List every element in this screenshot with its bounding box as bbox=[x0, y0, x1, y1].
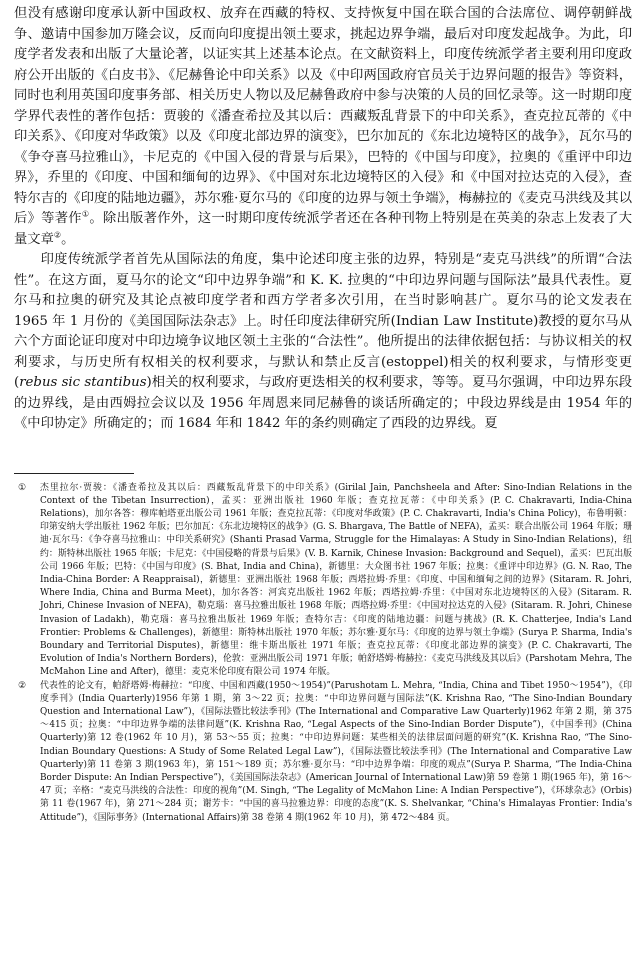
footnote-2 bbox=[14, 680, 632, 825]
paragraph-2-text-b: )相关的权利要求，与政府更迭相关的权利要求，等等。夏马尔强调，中印边界东段的边界线，是由西姆拉会议以及 1956 年周恩来同尼赫鲁的谈话所确定的；中段边界线是由 1954 年的《中印协定》所确定的；而 1684 年和 1842 年的条约则确定了西段的边界线。夏 bbox=[14, 375, 632, 431]
paragraph-1-text: 但没有感谢印度承认新中国政权、放弃在西藏的特权、支持恢复中国在联合国的合法席位、调停朝鲜战争、邀请中国参加万隆会议，反而向印度提出领土要求，挑起边界争端，最后对印度发起战争。为此，印度学者发表和出版了大量论著，以证实其上述基本论点。在文献资料上，印度传统派学者主要利用印度政府公开出版的《白皮书》、《尼赫鲁论中印关系》以及《中印两国政府官员关于边界问题的报告》等资料，同时也利用英国印度事务部、相关历史人物以及尼赫鲁政府中参与决策的人员的回忆录等。这一时期印度学界代表性的著作包括：贾骏的《潘查希拉及其以后：西藏叛乱背景下的中印关系》，查克拉瓦蒂的《中印关系》、《印度对华政策》以及《印度北部边界的演变》，巴尔加瓦的《东北边境特区的战争》，瓦尔马的《争夺喜马拉雅山》，卡尼克的《中国入侵的背景与后果》，巴特的《中国与印度》，拉奥的《重评中印边界》，乔里的《印度、中国和缅甸的边界》、《中国对东北边境特区的入侵》和《中国对拉达克的入侵》，查特尔吉的《印度的陆地边疆》，苏尔雅·夏尔马的《印度的边界与领土争端》，梅赫拉的《麦克马洪线及其以后》等著作 bbox=[14, 6, 632, 226]
paragraph-2-text-a: 印度传统派学者首先从国际法的角度，集中论述印度主张的边界，特别是“麦克马洪线”的所谓“合法性”。在这方面，夏马尔的论文“印中边界争端”和 K. K. 拉奥的“中印边界问题与国际法”最具代表性。夏尔马和拉奥的研究及其论点被印度学者和西方学者多次引用，在当时影响甚广。夏尔马的论文发表在 1965 年 1 月份的《美国国际法杂志》上。时任印度法律研究所(Indian Law Institute)教授的夏尔马从六个方面论证印度对中印边境争议地区领土主张的“合法性”。他所提出的法律依据包括：与协议相关的权利要求，与历史所有权相关的权利要求，与默认和禁止反言(estoppel)相关的权利要求，与情形变更( bbox=[14, 252, 632, 390]
paragraph-2-italic: rebus sic stantibus bbox=[19, 375, 147, 390]
footnote-divider bbox=[14, 473, 134, 474]
footnotes bbox=[14, 482, 632, 825]
footnote-ref-2[interactable]: ② bbox=[53, 230, 62, 240]
paragraph-2 bbox=[14, 250, 632, 435]
paragraph-1-text-after: 。除出版著作外，这一时期印度传统派学者还在各种刊物上特别是在英美的杂志上发表了大量文章 bbox=[14, 211, 633, 247]
footnote-2-number: ② bbox=[18, 680, 26, 691]
main-text bbox=[14, 4, 632, 435]
footnote-ref-1[interactable]: ① bbox=[81, 209, 90, 219]
paragraph-1-end: 。 bbox=[61, 231, 75, 247]
footnote-1-number: ① bbox=[18, 482, 26, 493]
paragraph-1 bbox=[14, 4, 632, 250]
footnote-2-text: 代表性的论文有，帕舒塔姆·梅赫拉：“印度、中国和西藏(1950～1954)”(Parushotam L. Mehra, “India, China and Tibet 1950～1954”)，《印度季刊》(India Quarterly)1956 年第 1 期，第 3～22 页；拉奥：“中印边界问题与国际法”(K. Krishna Rao, “The Sino-Indian Boundary Question and International Law”)，《国际法暨比较法季刊》(The International and Comparative Law Quarterly)1962 年第 2 期，第 375～415 页；拉奥：“中印边界争端的法律问题”(K. Krishna Rao, “Legal Aspects of the Sino-Indian Border Dispute”)，《中国季刊》(China Quarterly)第 12 卷(1962 年 10 月)，第 53～55 页；拉奥：“中印边界问题：某些相关的法律层面问题的研究”(K. Krishna Rao, “The Sino-Indian Boundary Questions: A Study of Some Related Legal Law”)，《国际法暨比较法季刊》(The International and Comparative Law Quarterly)第 11 卷第 3 期(1963 年)，第 151～189 页；苏尔雅·夏尔马：“印中边界争端：印度的观点”(Surya P. Sharma, “The India-China Border Dispute: An Indian Perspective”)，《美国国际法杂志》(American Journal of International Law)第 59 卷第 1 期(1965 年)，第 16～47 页；辛格：“麦克马洪线的合法性：印度的视角”(M. Singh, “The Legality of McMahon Line: A Indian Perspective”)，《环球杂志》(Orbis)第 11 卷(1967 年)，第 271～284 页；谢芳卡：“中国的喜马拉雅边界：印度的态度”(K. S. Shelvankar, “China's Himalayas Frontier: India's Attitude”)，《国际事务》(International Affairs)第 38 卷第 4 期(1962 年 10 月)，第 472～484 页。 bbox=[40, 680, 632, 823]
footnote-1 bbox=[14, 482, 632, 680]
footnote-1-text: 杰里拉尔·贾骏：《潘查希拉及其以后：西藏叛乱背景下的中印关系》(Girilal Jain, Panchsheela and After: Sino-Indian Relations in the Context of the Tibetan Insurrection)，孟买：亚洲出版社 1960 年版；查克拉瓦蒂：《中印关系》(P. C. Chakravarti, India-China Relations)，加尔各答：穆库帕塔亚出版公司 1961 年版；查克拉瓦蒂：《印度对华政策》(P. C. Chakravarti, India's China Policy)，布鲁明顿：印第安纳大学出版社 1962 年版；巴尔加瓦：《东北边境特区的战争》(G. S. Bhargava, The Battle of NEFA)，孟买：联合出版公司 1964 年版；珊迪·瓦尔马：《争夺喜马拉雅山：中印关系研究》(Shanti Prasad Varma, Struggle for the Himalayas: A Study in Sino-Indian Relations)，纽约：斯特林出版社 1965 年版；卡尼克：《中国侵略的背景与后果》(V. B. Karnik, Chinese Invasion: Background and Sequel)，孟买：巴瓦出版公司 1966 年版；巴特：《中国与印度》(S. Bhat, India and China)，新德里：大众图书社 1967 年版；拉奥：《重评中印边界》(G. N. Rao, The India-China Border: A Reappraisal)，新德里：亚洲出版社 1968 年版；西塔拉姆·乔里：《印度、中国和缅甸之间的边界》(Sitaram. R. Johri, Where India, China and Burma Meet)，加尔各答：河宾克出版社 1962 年版；西塔拉姆·乔里：《中国对东北边境特区的入侵》(Sitaram. R. Johri, Chinese Invasion of NEFA)，勒克瑙：喜马拉雅出版社 1968 年版；西塔拉姆·乔里：《中国对拉达克的入侵》(Sitaram. R. Johri, Chinese Invasion of Ladakh)，勒克瑙：喜马拉雅出版社 1969 年版；查特尔吉：《印度的陆地边疆：问题与挑战》(R. K. Chatterjee, India's Land Frontier: Problems & Challenges)，新德里：斯特林出版社 1970 年版；苏尔雅·夏尔马：《印度的边界与领土争端》(Surya P. Sharma, India's Boundary and Territorial Disputes)，新德里：维卡斯出版社 1971 年版；查克拉瓦蒂：《印度北部边界的演变》(P. C. Chakravarti, The Evolution of India's Northern Borders)，伦敦：亚洲出版公司 1971 年版；帕舒塔姆·梅赫拉：《麦克马洪线及其以后》(Parshotam Mehra, The McMahon Line and After)，德里：麦克米伦印度有限公司 1974 年版。 bbox=[40, 482, 632, 678]
